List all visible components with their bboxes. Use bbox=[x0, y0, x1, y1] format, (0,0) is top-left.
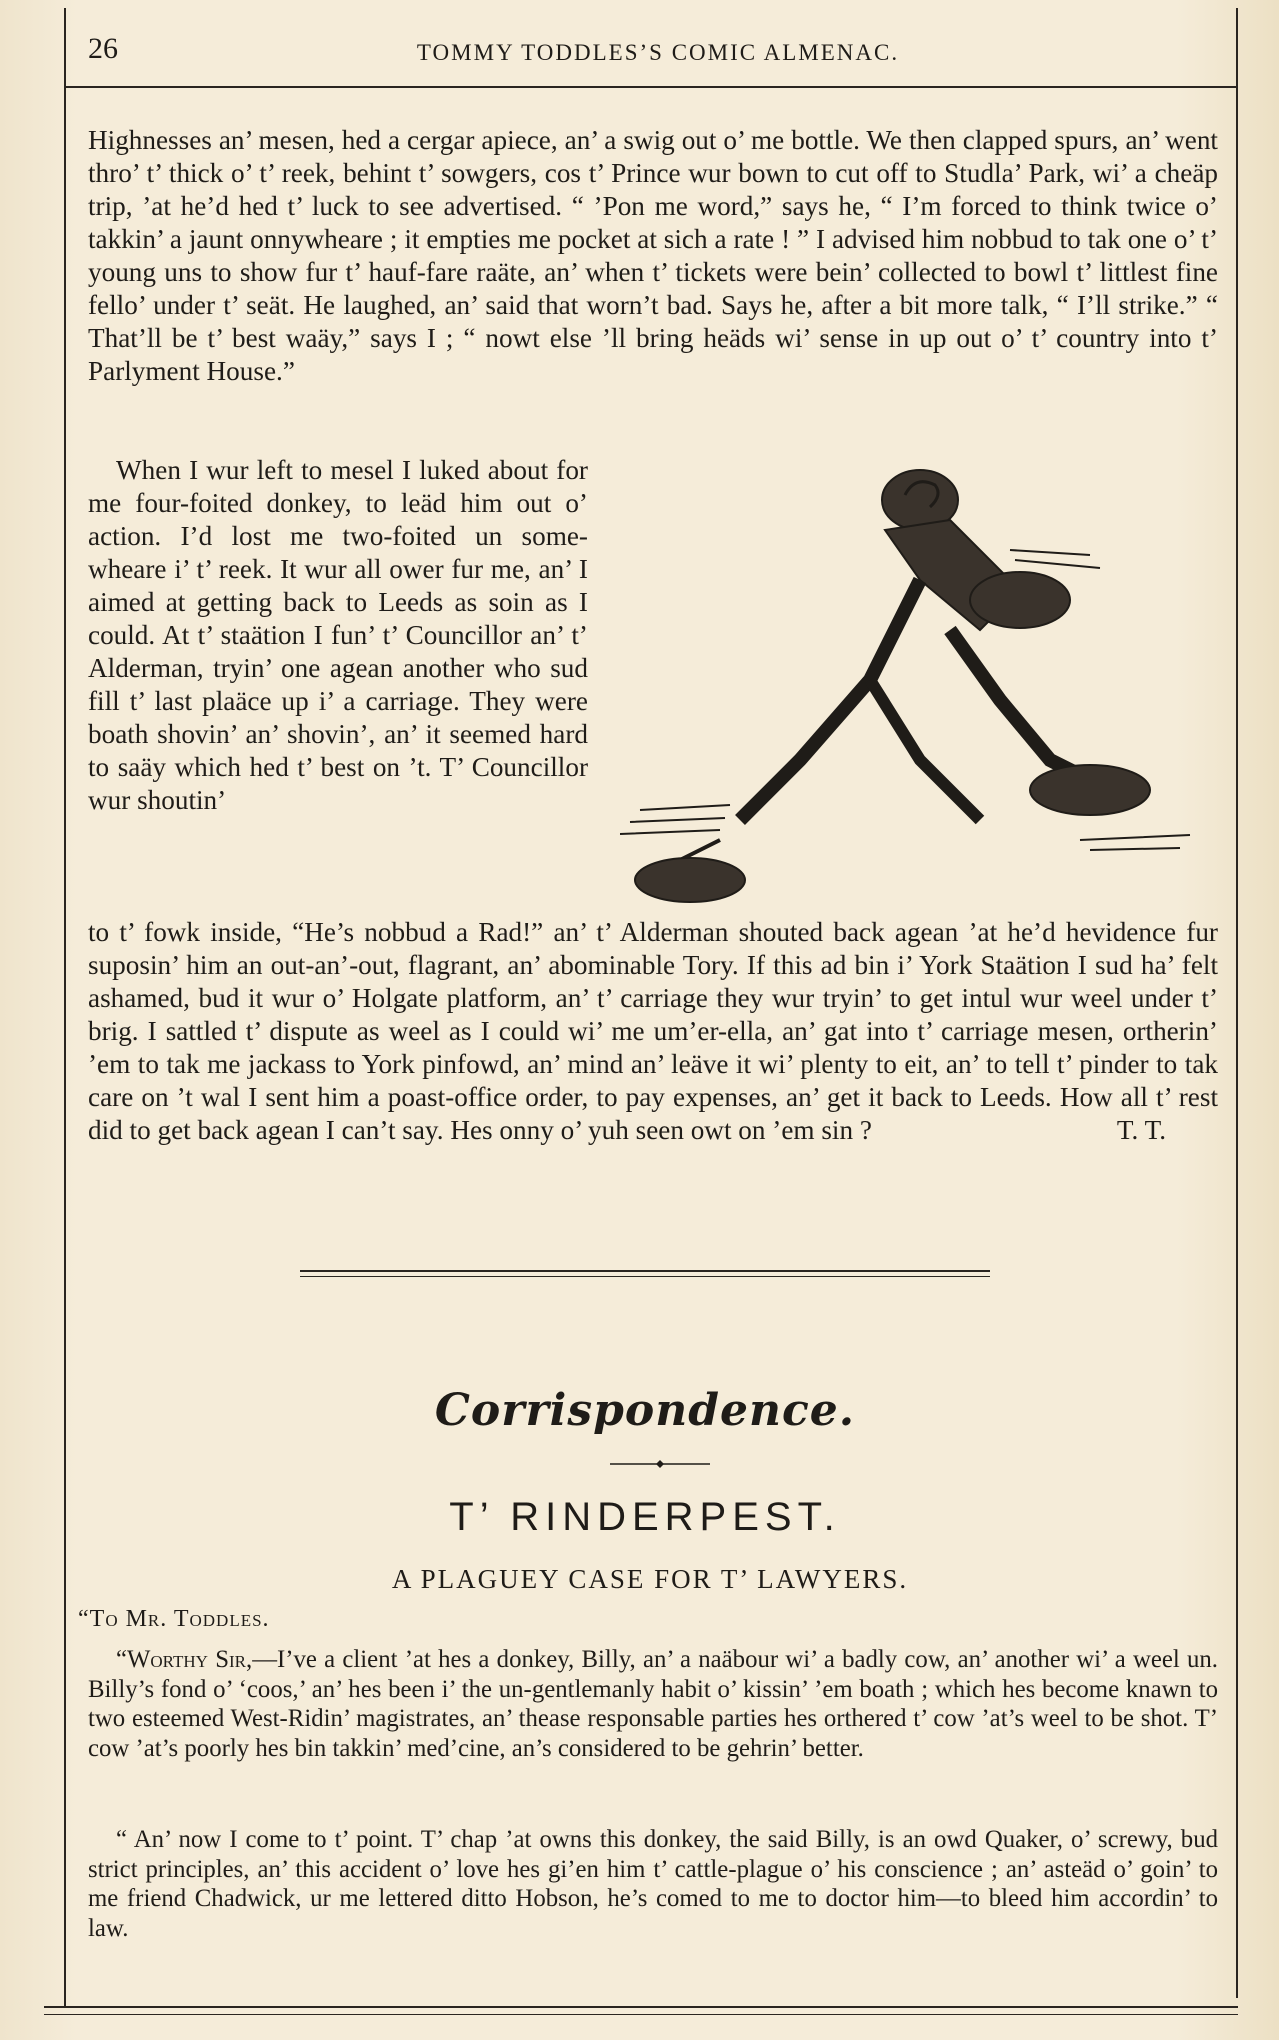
article-headline: T’ RINDERPEST. bbox=[449, 1495, 841, 1539]
section-separator-rule bbox=[300, 1270, 990, 1272]
section-separator-rule-thin bbox=[300, 1276, 990, 1277]
running-head: TOMMY TODDLES’S COMIC ALMENAC. bbox=[416, 40, 900, 65]
page-border-left bbox=[64, 8, 66, 2008]
letter-paragraph-2: “ An’ now I come to t’ point. T’ chap ’at owns this donkey, the said Billy, is an owd Quaker, o’ screwy, bud strict principles, an’ this accident o’ love hes gi’en him t’ cattle-plague o’ his conscience ; an’ asteäd o’ goin’ to me friend Chadwick, ur me lettered ditto Hobson, he’s comed to me to doctor him—to bleed him accordin’ to law. bbox=[88, 1826, 1218, 1942]
header-rule bbox=[64, 86, 1238, 88]
running-man-illustration bbox=[620, 460, 1200, 915]
letter-paragraph-1: “Worthy Sir,—I’ve a client ’at hes a donkey, Billy, an’ a naäbour wi’ a badly cow, an’ another wi’ a weel un. Billy’s fond o’ ‘coos,’ an’ hes been i’ the un-gentlemanly habit o’ kissin’ ’em boath ; which hes become knawn to two esteemed West-Ridin’ magistrates, an’ thease responsable parties hes orthered t’ cow ’at’s weel to be shot. T’ cow ’at’s poorly hes bin takkin’ med’cine, an’s considered to be gehrin’ better. bbox=[88, 1646, 1218, 1762]
footer-rule bbox=[44, 2006, 1238, 2008]
signature: T. T. bbox=[1116, 1115, 1166, 1145]
page-border-right bbox=[1236, 8, 1238, 1998]
page-header bbox=[88, 32, 1228, 76]
article-subheadline: A PLAGUEY CASE FOR T’ LAWYERS. bbox=[391, 1564, 909, 1594]
page-number: 26 bbox=[88, 32, 118, 65]
ornament-divider bbox=[610, 1458, 710, 1470]
letter-salutation: “To Mr. Toddles. bbox=[78, 1606, 270, 1632]
story-paragraph-3: to t’ fowk inside, “He’s nobbud a Rad!” an’ t’ Alderman shouted back agean ’at he’d hevidence fur suposin’ him an out-an’-out, flagrant, an’ abominable Tory. If this ad bin i’ York Staätion I sud ha’ felt ashamed, bud it wur o’ Holgate platform, an’ t’ carriage they wur tryin’ to get intul wur weel under t’ brig. I sattled t’ dispute as weel as I could wi’ me um’er-ella, an’ gat into t’ carriage mesen, ortherin’ ’em to tak me jackass to York pinfowd, an’ mind an’ leäve it wi’ plenty to eit, an’ to tell t’ pinder to tak care on ’t wal I sent him a poast-office order, to pay expenses, an’ get it back to Leeds. How all t’ rest did to get back agean I can’t say. Hes onny o’ yuh seen owt on ’em sin ? T. T. bbox=[88, 917, 1218, 1145]
section-title: Corrispondence. bbox=[434, 1385, 856, 1436]
story-paragraph-1: Highnesses an’ mesen, hed a cergar apiece, an’ a swig out o’ me bottle. We then clapped spurs, an’ went thro’ t’ thick o’ t’ reek, behint t’ sowgers, cos t’ Prince wur bown to cut off to Studla’ Park, wi’ a cheäp trip, ’at he’d hed t’ luck to see advertised. “ ’Pon me word,” says he, “ I’m forced to think twice o’ takkin’ a jaunt onnywheare ; it empties me pocket at sich a rate ! ” I advised him nobbud to tak one o’ t’ young uns to show fur t’ hauf-fare raäte, an’ when t’ tickets were bein’ collected to bowl t’ littlest fine fello’ under t’ seät. He laughed, an’ said that worn’t bad. Says he, after a bit more talk, “ I’ll strike.” “ That’ll be t’ best waäy,” says I ; “ nowt else ’ll bring heäds wi’ sense in up out o’ t’ country into t’ Parlyment House.” bbox=[88, 125, 1218, 386]
footer-rule-thin bbox=[44, 2014, 1238, 2015]
story-paragraph-2: When I wur left to mesel I luked about for me four-foited donkey, to leäd him out o’ action. I’d lost me two-foited un some-wheare i’ t’ reek. It wur all ower fur me, an’ I aimed at getting back to Leeds as soin as I could. At t’ staätion I fun’ t’ Councillor an’ t’ Alderman, tryin’ one agean another who sud fill t’ last plaäce up i’ a carriage. They were boath shovin’ an’ shovin’, an’ it seemed hard to saäy which hed t’ best on ’t. T’ Councillor wur shoutin’ bbox=[88, 455, 588, 815]
